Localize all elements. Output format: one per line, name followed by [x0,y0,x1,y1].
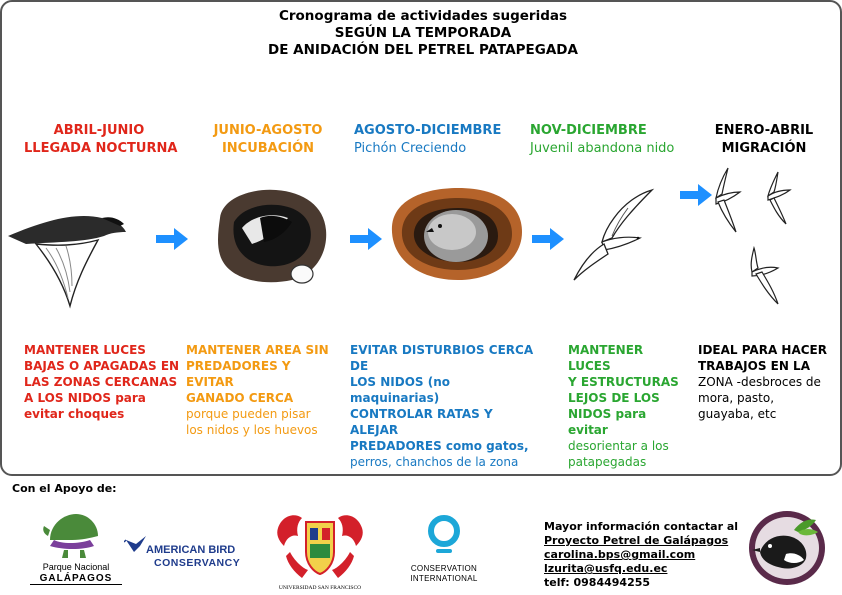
arrow-right-icon [532,228,564,250]
note-stage-5 [698,342,838,422]
stage-5-heading [704,122,824,158]
note-stage-4 [568,342,688,470]
note-5-line: IDEAL PARA HACER [698,343,827,357]
note-2-line: GANADO CERCA [186,391,294,405]
note-stage-1 [24,342,184,422]
petrel-project-logo-icon [746,508,828,588]
logo-ci-line-1: CONSERVATION [410,564,478,573]
note-4-line: MANTENER LUCES [568,343,644,373]
contact-line: Mayor información contactar al [544,520,739,533]
note-1-line: LAS ZONAS CERCANAS [24,375,178,389]
ring-logo-icon [424,514,464,556]
note-2-line: los nidos y los huevos [186,423,318,437]
note-1-line: BAJAS O APAGADAS EN [24,359,180,373]
stage-5-period: ENERO-ABRIL [714,123,814,138]
stage-2-period: JUNIO-AGOSTO [213,123,323,138]
logo-pn-line-2: GALÁPAGOS [30,573,122,585]
crest-logo-icon [272,508,368,582]
logo-abc-line-2: CONSERVANCY [154,557,241,569]
note-2-line: PREDADORES Y EVITAR [186,359,291,389]
note-4-line: NIDOS para evitar [568,407,647,437]
note-3-line: LOS NIDOS (no maquinarias) [350,375,451,405]
contact-line: Proyecto Petrel de Galápagos [544,534,729,547]
arrow-right-icon [156,228,188,250]
chick-burrow-icon [388,186,526,282]
nest-burrow-icon [212,188,330,288]
note-3-line: PREDADORES como gatos, [350,439,529,453]
note-3-line: EVITAR DISTURBIOS CERCA DE [350,343,534,373]
stage-1-heading [24,122,178,158]
stage-2-label: INCUBACIÓN [221,141,315,156]
title-line-1: Cronograma de actividades sugeridas [278,8,568,24]
note-1-line: evitar choques [24,407,125,421]
note-5-line: mora, pasto, [698,391,775,405]
stage-5-label: MIGRACIÓN [721,141,807,156]
juvenile-petrel-icon [568,188,656,284]
note-2-line: porque pueden pisar [186,407,311,421]
note-4-line: Y ESTRUCTURAS [568,375,679,389]
note-4-line: LEJOS DE LOS [568,391,660,405]
note-3-line: perros, chanchos de la zona [350,455,519,469]
logo-conservation-international [404,514,484,590]
note-5-line: TRABAJOS EN LA [698,359,810,373]
tortoise-logo-icon [42,510,102,558]
title-line-3: DE ANIDACIÓN DEL PETREL PATAPEGADA [268,42,578,58]
contact-email-link[interactable]: lzurita@usfq.edu.ec [544,562,668,575]
note-3-line: CONTROLAR RATAS Y ALEJAR [350,407,493,437]
note-stage-3 [350,342,536,470]
logo-usfq [270,508,370,594]
title-line-2: SEGÚN LA TEMPORADA [334,25,512,41]
contact-phone: telf: 0984494255 [544,576,651,589]
logo-american-bird-conservancy [124,532,248,576]
note-5-line: ZONA -desbroces de [698,375,821,389]
arrow-right-icon [350,228,382,250]
contact-email-link[interactable]: carolina.bps@gmail.com [544,548,696,561]
note-4-line: patapegadas [568,455,647,469]
support-label: Con el Apoyo de: [12,482,117,495]
note-4-line: desorientar a los [568,439,669,453]
contact-info [544,520,738,590]
note-2-line: MANTENER AREA SIN [186,343,329,357]
stage-1-label: LLEGADA NOCTURNA [24,141,178,156]
logo-pn-line-1: Parque Nacional [42,562,110,572]
note-1-line: A LOS NIDOS para [24,391,146,405]
migrating-petrels-icon [702,164,802,314]
timeline-panel: Cronograma de actividades sugeridas SEGÚN LA TEMPORADA DE ANIDACIÓN DEL PETREL PATAPEGADA ABRIL-JUNIO LLEGADA NOCTURNA JUNIO-AGOSTO INCUBACIÓN AGOSTO-DICIEMBRE Pichón Creciendo NOV-DICIEMBRE Juvenil abandona nido ENERO-ABRIL MIGRACIÓN MANTENER LUCES BAJAS O APAGADAS EN LAS ZONAS CERCANAS A LOS NIDOS para evitar choques MANTENER AREA SIN PREDADORES Y EVITAR GANADO CERCA porque pueden pisar los nidos y los huevos EVITAR DISTURBIOS CERCA DE LOS NIDOS (no maquinarias) CONTROLAR RATAS Y ALEJAR PREDADORES como gatos, perros, chanchos de la zona MANTENER LUCES Y ESTRUCTURAS LEJOS DE LOS NIDOS para evitar desorientar a los patapegadas IDEAL PARA HACER TRABAJOS EN LA ZONA -desbroces de mora, pasto, guayaba, etc [0,0,842,476]
logo-abc-line-1: AMERICAN BIRD [146,544,236,556]
hummingbird-logo-icon [124,532,148,554]
logo-parque-nacional [28,510,124,590]
stage-1-period: ABRIL-JUNIO [53,123,145,138]
logo-ci-line-2: INTERNATIONAL [410,574,478,583]
note-5-line: guayaba, etc [698,407,777,421]
logo-usfq-text: UNIVERSIDAD SAN FRANCISCO [278,585,362,591]
petrel-flying-icon [6,202,130,312]
note-1-line: MANTENER LUCES [24,343,146,357]
page-title [2,8,842,59]
stage-2-heading [198,122,338,158]
note-stage-2 [186,342,336,438]
